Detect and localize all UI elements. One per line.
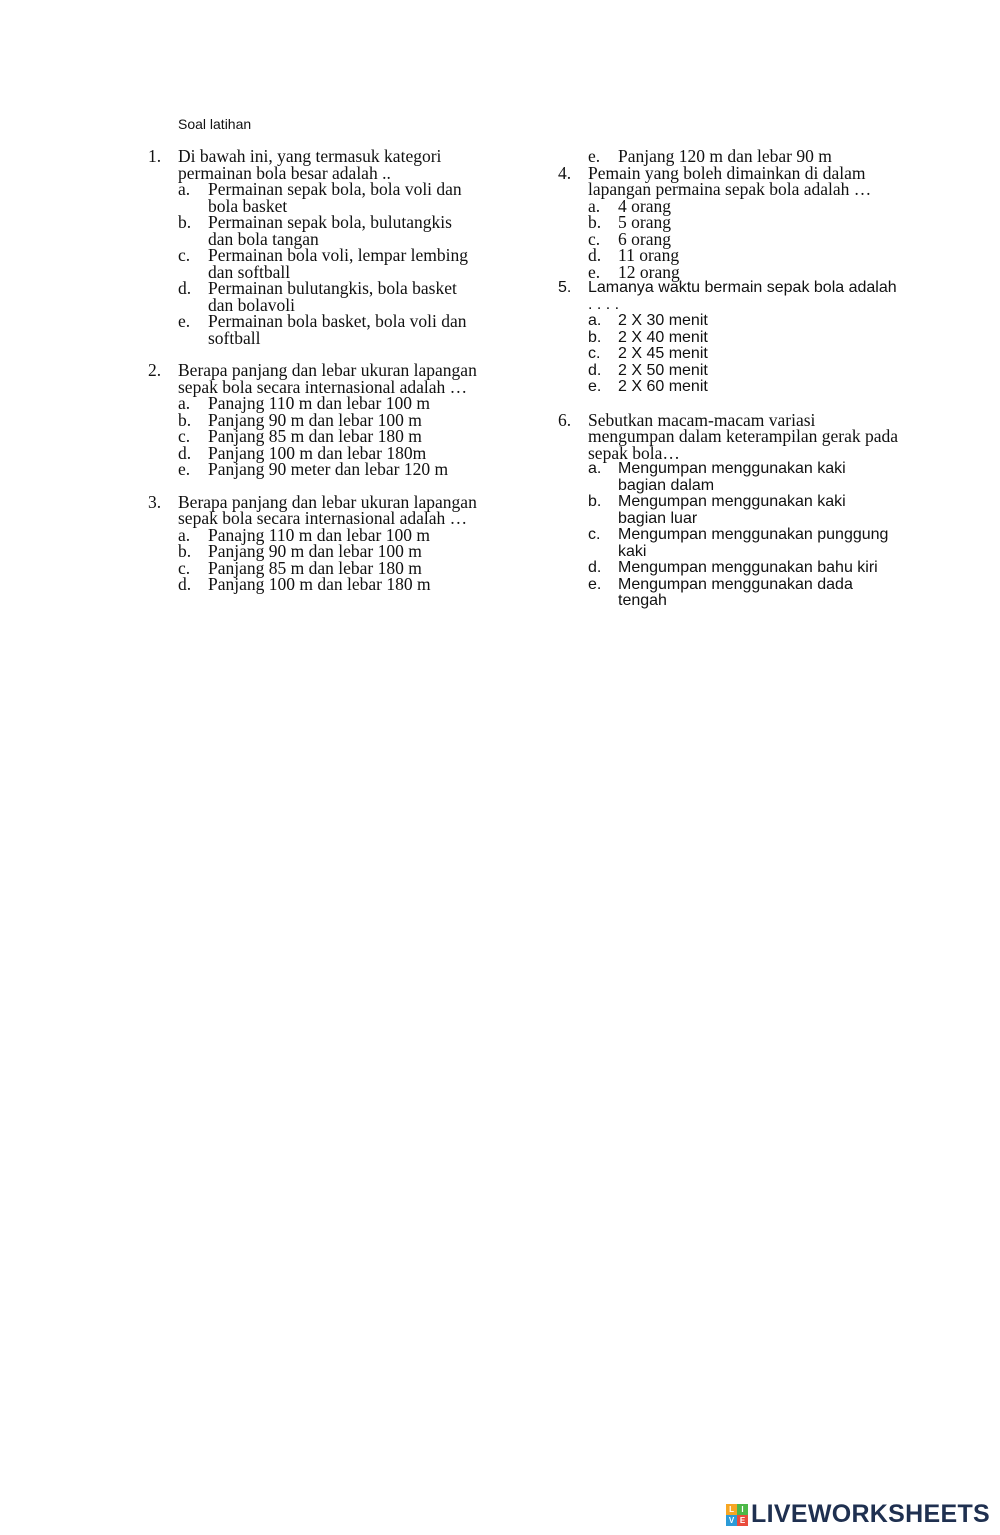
logo-letter: E — [737, 1515, 748, 1526]
question-text: Berapa panjang dan lebar ukuran lapangan sepak bola secara internasional adalah … — [178, 491, 477, 528]
option-d[interactable] — [148, 576, 478, 593]
option-letter: e. — [588, 575, 602, 593]
option-text: Permainan bola voli, lempar lembing dan softball — [208, 245, 469, 282]
option-c[interactable] — [558, 228, 898, 249]
option-text: 12 orang — [618, 261, 680, 282]
option-letter: c. — [588, 345, 601, 362]
option-e[interactable] — [558, 261, 898, 282]
option-text: Permainan bola basket, bola voli dan softball — [208, 311, 467, 348]
option-text: 5 orang — [618, 212, 671, 232]
option-letter: b. — [588, 493, 602, 510]
option-letter: e. — [178, 311, 191, 331]
option-letter: e. — [178, 459, 191, 479]
option-a[interactable] — [558, 313, 898, 330]
option-letter: b. — [178, 541, 192, 561]
option-letter: d. — [588, 361, 602, 379]
question-1 — [148, 148, 478, 346]
option-text: Mengumpan menggunakan bahu kiri — [618, 559, 878, 576]
option-e[interactable] — [558, 379, 898, 396]
right-column — [558, 148, 898, 610]
logo-letter: V — [726, 1515, 737, 1526]
question-text: Di bawah ini, yang termasuk kategori permainan bola besar adalah .. — [178, 146, 442, 183]
question-number: 3. — [148, 491, 162, 512]
option-text: 6 orang — [618, 228, 671, 249]
option-d[interactable] — [558, 247, 898, 264]
question-5 — [558, 280, 898, 396]
question-number: 2. — [148, 360, 162, 380]
option-text: Panjang 100 m dan lebar 180 m — [208, 574, 431, 594]
option-a[interactable] — [558, 461, 898, 494]
option-b[interactable] — [558, 330, 898, 347]
option-text: Panjang 100 m dan lebar 180m — [208, 442, 427, 463]
option-letter: d. — [588, 559, 602, 576]
option-letter: e. — [588, 261, 601, 282]
question-text: Sebutkan macam-macam variasi mengumpan dalam keterampilan gerak pada sepak bola… — [588, 409, 899, 463]
option-d[interactable] — [558, 363, 898, 380]
option-letter: c. — [588, 526, 601, 543]
option-letter: d. — [178, 442, 192, 463]
option-text: 2 X 40 menit — [618, 328, 708, 346]
option-text: Panjang 85 m dan lebar 180 m — [208, 557, 422, 578]
option-text: Panjang 120 m dan lebar 90 m — [618, 146, 832, 166]
option-text: Panjang 90 meter dan lebar 120 m — [208, 459, 449, 479]
option-letter: c. — [178, 245, 191, 265]
left-column — [148, 148, 478, 593]
option-letter: b. — [178, 212, 192, 232]
question-text: Berapa panjang dan lebar ukuran lapangan sepak bola secara internasional adalah … — [178, 360, 477, 397]
option-d[interactable] — [558, 560, 898, 577]
question-number: 5. — [558, 279, 572, 296]
option-letter: e. — [588, 146, 601, 166]
option-b[interactable] — [558, 214, 898, 231]
option-b[interactable] — [148, 214, 478, 247]
option-text: 11 orang — [618, 245, 680, 265]
option-text: 2 X 60 menit — [618, 378, 708, 395]
question-2 — [148, 362, 478, 478]
option-text: Mengumpan menggunakan dada tengah — [618, 575, 853, 609]
option-letter: c. — [178, 557, 191, 578]
liveworksheets-icon — [726, 1504, 748, 1526]
question-4 — [558, 162, 898, 282]
question-number: 4. — [558, 162, 572, 183]
option-letter: c. — [588, 228, 601, 249]
option-letter: c. — [178, 426, 191, 446]
option-letter: a. — [588, 460, 602, 477]
option-text: Mengumpan menggunakan punggung kaki — [618, 526, 889, 560]
option-text: Panjang 85 m dan lebar 180 m — [208, 426, 422, 446]
option-letter: b. — [178, 409, 192, 430]
option-letter: a. — [588, 195, 601, 216]
option-letter: d. — [178, 278, 192, 298]
option-letter: d. — [588, 245, 602, 265]
option-text: Mengumpan menggunakan kaki bagian dalam — [618, 460, 846, 494]
question-3 — [148, 491, 478, 594]
option-letter: d. — [178, 574, 192, 594]
question-text: Pemain yang boleh dimainkan di dalam lapangan permaina sepak bola adalah … — [588, 162, 872, 199]
brand-name: LIVEWORKSHEETS — [751, 1500, 990, 1528]
option-e[interactable] — [148, 461, 478, 478]
logo-letter: I — [737, 1504, 748, 1515]
option-text: Panjang 90 m dan lebar 100 m — [208, 409, 422, 430]
question-number: 6. — [558, 409, 572, 430]
option-letter: b. — [588, 328, 602, 346]
option-e[interactable] — [148, 313, 478, 346]
question-number: 1. — [148, 146, 162, 166]
option-a[interactable] — [148, 181, 478, 214]
option-text: 2 X 50 menit — [618, 361, 708, 379]
option-letter: a. — [588, 312, 602, 329]
option-letter: b. — [588, 212, 602, 232]
question-text: Lamanya waktu bermain sepak bola adalah . . . . — [588, 279, 897, 313]
option-c[interactable] — [148, 247, 478, 280]
option-b[interactable] — [558, 494, 898, 527]
option-a[interactable] — [558, 195, 898, 216]
option-e[interactable] — [558, 577, 898, 610]
option-text: Panajng 110 m dan lebar 100 m — [208, 393, 430, 413]
option-letter: a. — [178, 524, 191, 545]
liveworksheets-logo[interactable] — [726, 1500, 990, 1529]
option-c[interactable] — [558, 346, 898, 363]
option-text: Permainan bulutangkis, bola basket dan bolavoli — [208, 278, 457, 315]
option-text: 2 X 30 menit — [618, 312, 708, 329]
option-letter: e. — [588, 378, 602, 395]
option-text: Mengumpan menggunakan kaki bagian luar — [618, 493, 846, 527]
option-text: Permainan sepak bola, bulutangkis dan bola tangan — [208, 212, 452, 249]
option-text: 4 orang — [618, 195, 671, 216]
option-letter: a. — [178, 393, 191, 413]
option-text: Panjang 90 m dan lebar 100 m — [208, 541, 422, 561]
option-text: Panajng 110 m dan lebar 100 m — [208, 524, 430, 545]
option-text: Permainan sepak bola, bola voli dan bola basket — [208, 179, 462, 216]
option-text: 2 X 45 menit — [618, 345, 708, 362]
option-letter: a. — [178, 179, 191, 199]
question-6 — [558, 409, 899, 610]
logo-letter: L — [726, 1504, 737, 1515]
option-d[interactable] — [148, 280, 478, 313]
page-title: Soal latihan — [178, 116, 252, 132]
option-c[interactable] — [558, 527, 898, 560]
